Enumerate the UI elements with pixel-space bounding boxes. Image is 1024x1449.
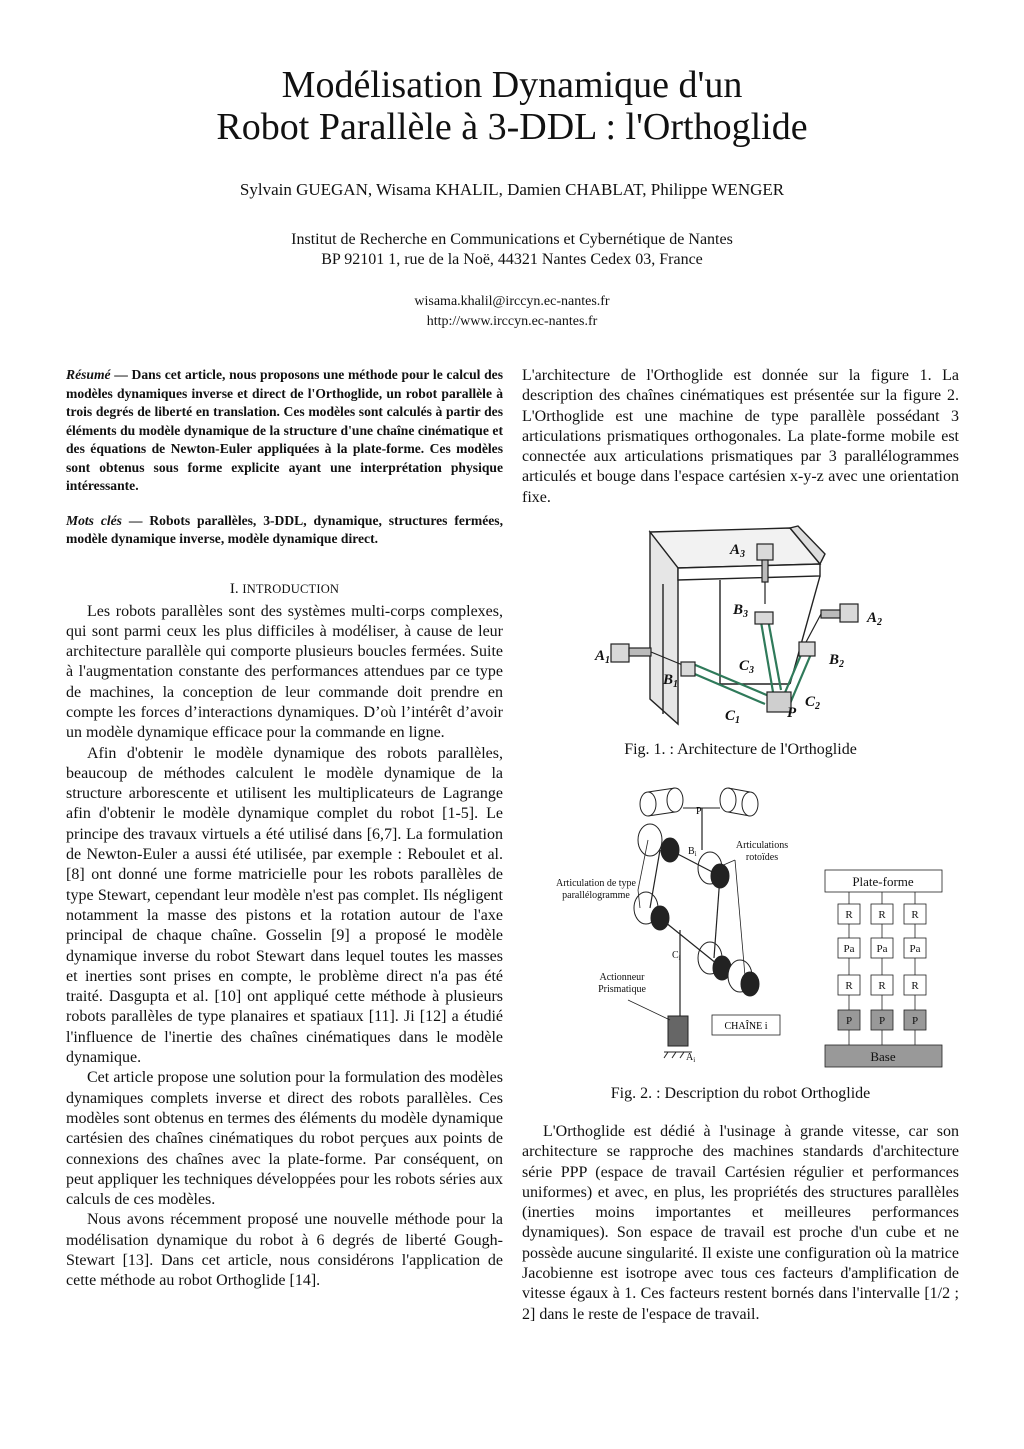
affiliation-line-2: BP 92101 1, rue de la Noë, 44321 Nantes Cedex 03, France	[321, 251, 703, 268]
label-chaine: CHAÎNE i	[724, 1021, 768, 1032]
section-number: I.	[229, 580, 239, 597]
actuator-a2	[805, 604, 858, 644]
block-pa-c: Pa	[909, 943, 921, 955]
keywords-text: — Robots parallèles, 3-DDL, dynamique, structures fermées, modèle dynamique inverse, modèle dynamique direct.	[66, 512, 503, 546]
block-pa-b: Pa	[876, 943, 888, 955]
block-r1-a: R	[845, 909, 853, 921]
label-p: P	[696, 806, 702, 817]
label-actionneur-line-1: Actionneur	[599, 972, 645, 983]
keywords	[66, 512, 503, 549]
affiliation	[0, 230, 1024, 270]
intro-paragraph-3: Cet article propose une solution pour la formulation des modèles dynamiques complets inverse et direct des robots parallèles. Ces modèles sont obtenus en termes des éléments du modèle dynamique cartésien des chaînes cinématiques du robot perçues aux points de connexions des chaînes avec la plate-forme. Par conséquent, on peut appliquer les techniques développées pour les robots séries aux calculs de ces modèles.	[66, 1069, 503, 1209]
label-p: P	[787, 705, 797, 721]
block-p-a: P	[845, 1015, 853, 1027]
abstract-text: — Dans cet article, nous proposons une méthode pour le calcul des modèles dynamiques inverse et direct de l'Orthoglide, un robot parallèle à trois degrés de liberté en translation. Ces modèles sont calculés à partir des éléments du modèle dynamique de la structure d'une chaîne cinématique et des équations de Newton-Euler appliquées à la plate-forme. Ces modèles sont obtenus sous forme explicite ayant une interprétation physique intéressante.	[66, 367, 503, 493]
contact-url: http://www.irccyn.ec-nantes.fr	[426, 314, 598, 329]
contact-email: wisama.khalil@irccyn.ec-nantes.fr	[414, 294, 610, 309]
intro-paragraph-2: Afin d'obtenir le modèle dynamique des robots parallèles, beaucoup de méthodes calculent le modèle dynamique de la structure arborescente et utilisent les multiplicateurs de Lagrange afin d'obtenir le modèle dynamique complet du robot [1-5]. Le principe des travaux virtuels a été utilisé dans [6,7]. La formulation de Newton-Euler a aussi été utilisée, par exemple : Reboulet et al. [8] ont donné une forme matricielle pour les robots parallèles de type Stewart, cependant leur modèle n'est pas complet. Ils négligent notamment la masse des pistons et la rotation autour de l'axe principal de chaque chaîne. Gosselin [9] a proposé le modèle dynamique inverse du robot Stewart dans lequel toutes les masses et inerties sont prises en compte, le problème direct n'a pas été traité. Dasgupta et al. [10] ont appliqué cette méthode à plusieurs robots parallèles de type planaires et spatiaux [11]. Ji [12] a étudié l'influence de l'inertie des chaînes cinématiques dans le modèle dynamique.	[66, 744, 503, 1067]
block-p-b: P	[878, 1015, 886, 1027]
title-line-1: Modélisation Dynamique d'un	[281, 64, 743, 106]
intro-paragraph-4: Nous avons récemment proposé une nouvelle méthode pour la modélisation dynamique du robot à 6 degrés de liberté Gough-Stewart [13]. Dans cet article, nous considérons l'application de cette méthode au robot Orthoglide [14].	[66, 1211, 503, 1290]
label-b3: $B_3$	[733, 602, 749, 620]
section-heading-introduction	[66, 581, 503, 598]
label-parallelogramme-line-2: parallélogramme	[562, 890, 630, 901]
label-a2: $A_2$	[867, 610, 883, 628]
label-parallelogramme-line-1: Articulation de type	[556, 878, 636, 889]
block-r1-b: R	[878, 909, 886, 921]
block-top-label: Plate-forme	[852, 874, 914, 889]
label-ci: $C_i$	[672, 950, 681, 962]
figure-2-chain-description	[540, 780, 960, 1070]
right-column-top	[522, 366, 959, 508]
keywords-lead: Mots clés	[66, 512, 122, 528]
intro-paragraph-1: Les robots parallèles sont des systèmes multi-corps complexes, qui sont parmi ceux les plus difficiles à modéliser, à cause de leur architecture parallèle qui comporte plusieurs boucles fermées. Suite à l'augmentation constante des performances attendues par ce type de machines, la conception de leur commande doit prendre en compte les forces d’interactions dynamiques. D’où l’intérêt d’avoir un modèle dynamique efficace pour la commande en ligne.	[66, 602, 503, 742]
abstract-lead: Résumé	[66, 367, 111, 382]
label-a3: $A_3$	[730, 542, 746, 560]
label-rotoides-line-2: rotoïdes	[745, 852, 779, 863]
paper-title	[0, 64, 1024, 148]
label-ai: $A_i$	[686, 1052, 696, 1064]
kinematic-block-diagram	[825, 870, 942, 1067]
figure-1-caption: Fig. 1. : Architecture de l'Orthoglide	[624, 741, 857, 758]
title-line-2: Robot Parallèle à 3-DDL : l'Orthoglide	[216, 106, 808, 148]
block-r3-a: R	[845, 980, 853, 992]
label-c1: $C_1$	[725, 708, 741, 726]
block-pa-a: Pa	[843, 943, 855, 955]
label-c3: $C_3$	[739, 658, 755, 676]
affiliation-line-1: Institut de Recherche en Communications et Cybernétique de Nantes	[291, 231, 733, 248]
abstract	[66, 366, 503, 496]
figure-1-orthoglide-architecture	[555, 524, 975, 744]
label-b1: $B_1$	[663, 672, 679, 690]
right-column-bottom	[522, 1122, 959, 1325]
block-r1-c: R	[911, 909, 919, 921]
label-b2: $B_2$	[829, 652, 845, 670]
figure-2-caption: Fig. 2. : Description du robot Orthoglide	[610, 1085, 871, 1102]
author-list: Sylvain GUEGAN, Wisama KHALIL, Damien CHABLAT, Philippe WENGER	[239, 180, 785, 199]
label-c2: $C_2$	[805, 694, 821, 712]
label-rotoides-line-1: Articulations	[735, 840, 789, 851]
block-p-c: P	[911, 1015, 919, 1027]
block-bottom-label: Base	[870, 1049, 896, 1064]
section-title: INTRODUCTION	[242, 581, 340, 596]
block-r3-b: R	[878, 980, 886, 992]
label-actionneur-line-2: Prismatique	[598, 984, 646, 995]
parallelogram-legs	[690, 614, 811, 706]
left-column	[66, 366, 503, 1292]
orthoglide-usage-paragraph: L'Orthoglide est dédié à l'usinage à grande vitesse, car son architecture se rapproche des machines standards d'architecture série PPP (espace de travail Cartésien régulier et performances uniformes) et avec, en plus, les propriétés des structures parallèles (inerties moins importantes et meilleures performances dynamiques). Son espace de travail est proche d'un cube et ne possède aucune singularité. Il existe une configuration où la matrice Jacobienne est isotrope avec tous ces facteurs d'amplification de vitesse égaux à 1. Ces facteurs restent bornés dans l'intervalle [1/2 ; 2] dans le reste de l'espace de travail.	[522, 1123, 959, 1323]
label-a1: $A_1$	[595, 648, 611, 666]
label-bi: $B_i$	[688, 846, 697, 858]
block-r3-c: R	[911, 980, 919, 992]
architecture-paragraph: L'architecture de l'Orthoglide est donnée sur la figure 1. La description des chaînes cinématiques est présentée sur la figure 2. L'Orthoglide est une machine de type parallèle possédant 3 articulations prismatiques orthogonales. La plate-forme mobile est connectée aux articulations prismatiques par 3 parallélogrammes articulés et bouge dans l'espace cartésien x-y-z avec une orientation fixe.	[522, 367, 959, 506]
contact-block	[0, 292, 1024, 332]
